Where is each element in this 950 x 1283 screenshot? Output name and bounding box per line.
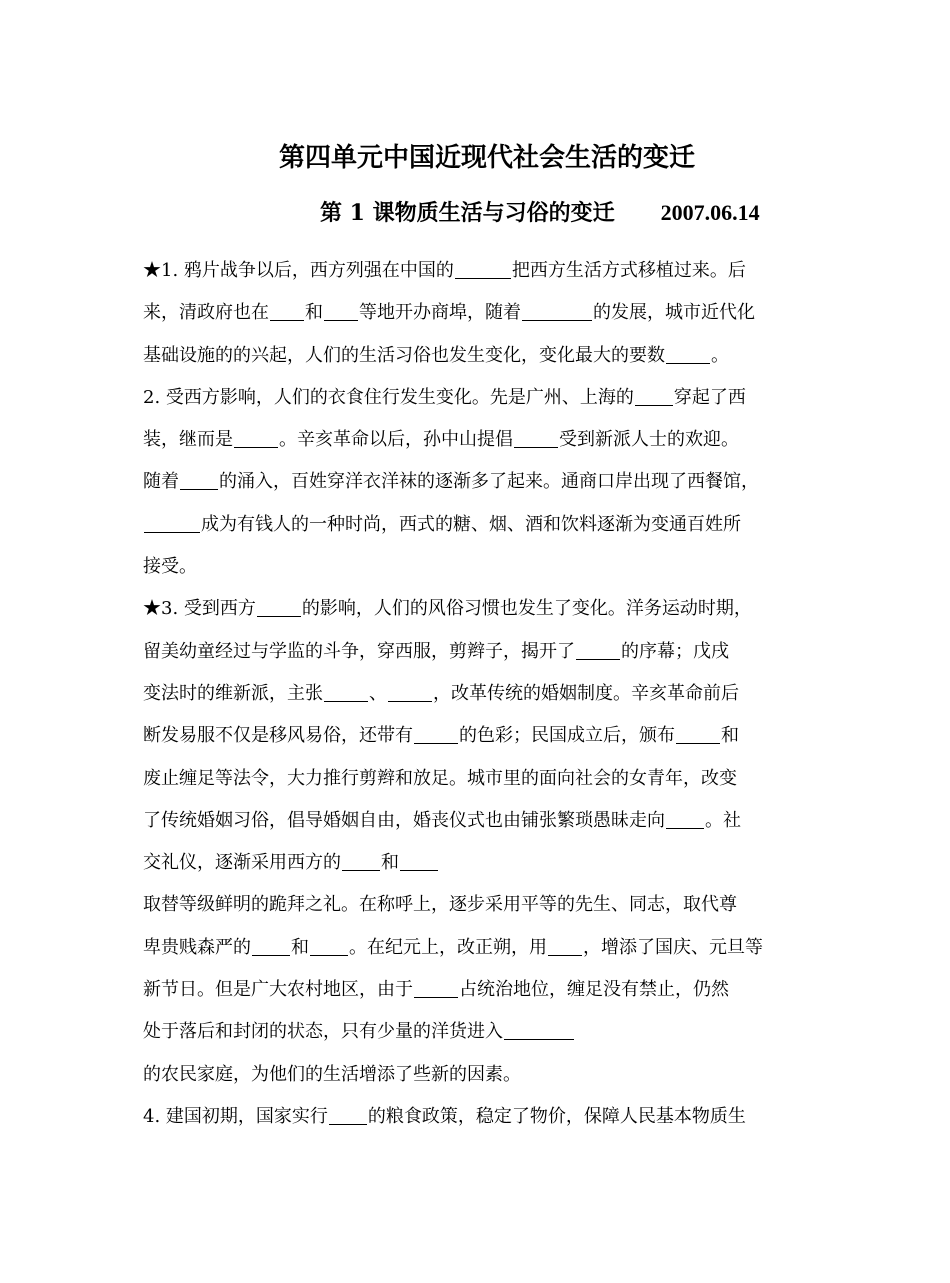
text-line — [143, 292, 818, 334]
text-segment: ，改革传统的婚姻制度。辛亥革命前后 — [433, 682, 739, 704]
fill-in-blank[interactable] — [522, 302, 592, 321]
exercise-body — [143, 250, 818, 1138]
text-segment: 了传统婚姻习俗，倡导婚姻自由，婚丧仪式也由铺张繁琐愚昧走向 — [143, 809, 665, 831]
text-segment: 穿起了西 — [673, 386, 746, 408]
fill-in-blank[interactable] — [342, 852, 380, 871]
text-line — [143, 588, 818, 630]
text-line — [143, 546, 818, 588]
text-segment: 卑贵贱森严的 — [143, 936, 251, 958]
text-segment: 来，清政府也在 — [143, 302, 269, 324]
fill-in-blank[interactable] — [666, 810, 704, 829]
text-line — [143, 758, 818, 800]
text-segment: 、 — [369, 682, 387, 704]
text-line — [143, 419, 818, 461]
fill-in-blank[interactable] — [310, 937, 348, 956]
text-segment: 基础设施的的兴起，人们的生活习俗也发生变化，变化最大的要数 — [143, 344, 665, 366]
text-segment: 受到新派人士的欢迎。 — [559, 429, 739, 451]
text-line — [143, 927, 818, 969]
text-segment: 的粮食政策，稳定了物价，保障人民基本物质生 — [367, 1105, 746, 1127]
text-segment: 成为有钱人的一种时尚，西式的糖、烟、酒和饮料逐渐为变通百姓所 — [201, 513, 741, 535]
text-segment: 取替等级鲜明的跪拜之礼。在称呼上，逐步采用平等的先生、同志，取代尊 — [143, 894, 737, 916]
fill-in-blank[interactable] — [414, 725, 458, 744]
text-segment: 随着 — [143, 471, 179, 493]
text-segment: 的农民家庭，为他们的生活增添了些新的因素。 — [143, 1063, 521, 1085]
text-segment: 和 — [721, 725, 739, 747]
text-segment: 。社 — [705, 809, 741, 831]
fill-in-blank[interactable] — [504, 1021, 574, 1040]
fill-in-blank[interactable] — [514, 429, 558, 448]
text-segment: ★1. 鸦片战争以后，西方列强在中国的 — [143, 260, 454, 281]
text-segment: 和 — [381, 852, 399, 874]
text-segment: 变法时的维新派，主张 — [143, 682, 323, 704]
text-line — [143, 969, 818, 1011]
text-segment: 处于落后和封闭的状态，只有少量的洋货进入 — [143, 1021, 503, 1043]
text-line — [143, 884, 818, 926]
text-segment: 的发展，城市近代化 — [593, 302, 755, 324]
text-segment: 新节日。但是广大农村地区，由于 — [143, 979, 413, 1001]
fill-in-blank[interactable] — [576, 641, 620, 660]
text-segment: 的影响，人们的风俗习惯也发生了变化。洋务运动时期， — [301, 598, 752, 620]
text-line — [143, 715, 818, 757]
page-title: 第四单元中国近现代社会生活的变迁 — [278, 143, 695, 173]
lesson-title: 第 1 课物质生活与习俗的变迁 — [320, 200, 615, 226]
fill-in-blank[interactable] — [252, 937, 290, 956]
text-line — [143, 1096, 818, 1138]
text-line — [143, 504, 818, 546]
text-segment: 把西方生活方式移植过来。后 — [511, 260, 746, 281]
text-segment: 装，继而是 — [143, 429, 233, 451]
fill-in-blank[interactable] — [180, 471, 218, 490]
text-segment: 的色彩；民国成立后，颁布 — [459, 725, 675, 747]
lesson-date: 2007.06.14 — [660, 200, 760, 225]
fill-in-blank[interactable] — [635, 387, 673, 406]
fill-in-blank[interactable] — [144, 514, 200, 533]
text-segment: 接受。 — [143, 556, 197, 578]
text-line — [143, 335, 818, 377]
fill-in-blank[interactable] — [548, 937, 582, 956]
text-segment: ★3. 受到西方 — [143, 598, 256, 620]
text-segment: 留美幼童经过与学监的斗争，穿西服，剪辫子，揭开了 — [143, 640, 575, 662]
text-segment: 的涌入，百姓穿洋衣洋袜的逐渐多了起来。通商口岸出现了西餐馆， — [219, 471, 759, 493]
fill-in-blank[interactable] — [234, 429, 278, 448]
fill-in-blank[interactable] — [324, 683, 368, 702]
fill-in-blank[interactable] — [388, 683, 432, 702]
text-segment: 占统治地位，缠足没有禁止，仍然 — [459, 979, 729, 1001]
text-segment: 废止缠足等法令，大力推行剪辫和放足。城市里的面向社会的女青年，改变 — [143, 767, 737, 789]
fill-in-blank[interactable] — [455, 260, 511, 279]
text-line — [143, 377, 818, 419]
fill-in-blank[interactable] — [666, 345, 710, 364]
fill-in-blank[interactable] — [329, 1106, 367, 1125]
text-line — [143, 250, 818, 292]
text-line — [143, 800, 818, 842]
lesson-subtitle — [320, 196, 840, 230]
text-segment: 和 — [305, 302, 323, 324]
text-line — [143, 631, 818, 673]
text-segment: 等地开办商埠，随着 — [359, 302, 521, 324]
text-line — [143, 842, 818, 884]
text-segment: 。辛亥革命以后，孙中山提倡 — [279, 429, 513, 451]
fill-in-blank[interactable] — [270, 302, 304, 321]
fill-in-blank[interactable] — [400, 852, 438, 871]
text-segment: 。在纪元上，改正朔，用 — [349, 936, 547, 958]
text-line — [143, 1054, 818, 1096]
text-line — [143, 461, 818, 503]
text-segment: 交礼仪，逐渐采用西方的 — [143, 852, 341, 874]
text-line — [143, 673, 818, 715]
text-line — [143, 1011, 818, 1053]
text-segment: 断发易服不仅是移风易俗，还带有 — [143, 725, 413, 747]
text-segment: 。 — [711, 344, 729, 366]
fill-in-blank[interactable] — [257, 598, 301, 617]
text-segment: 和 — [291, 936, 309, 958]
text-segment: ，增添了国庆、元旦等 — [583, 936, 763, 958]
fill-in-blank[interactable] — [676, 725, 720, 744]
text-segment: 2. 受西方影响，人们的衣食住行发生变化。先是广州、上海的 — [143, 386, 634, 408]
text-segment: 的序幕；戊戌 — [621, 640, 729, 662]
fill-in-blank[interactable] — [414, 979, 458, 998]
text-segment: 4. 建国初期，国家实行 — [143, 1105, 328, 1127]
fill-in-blank[interactable] — [324, 302, 358, 321]
